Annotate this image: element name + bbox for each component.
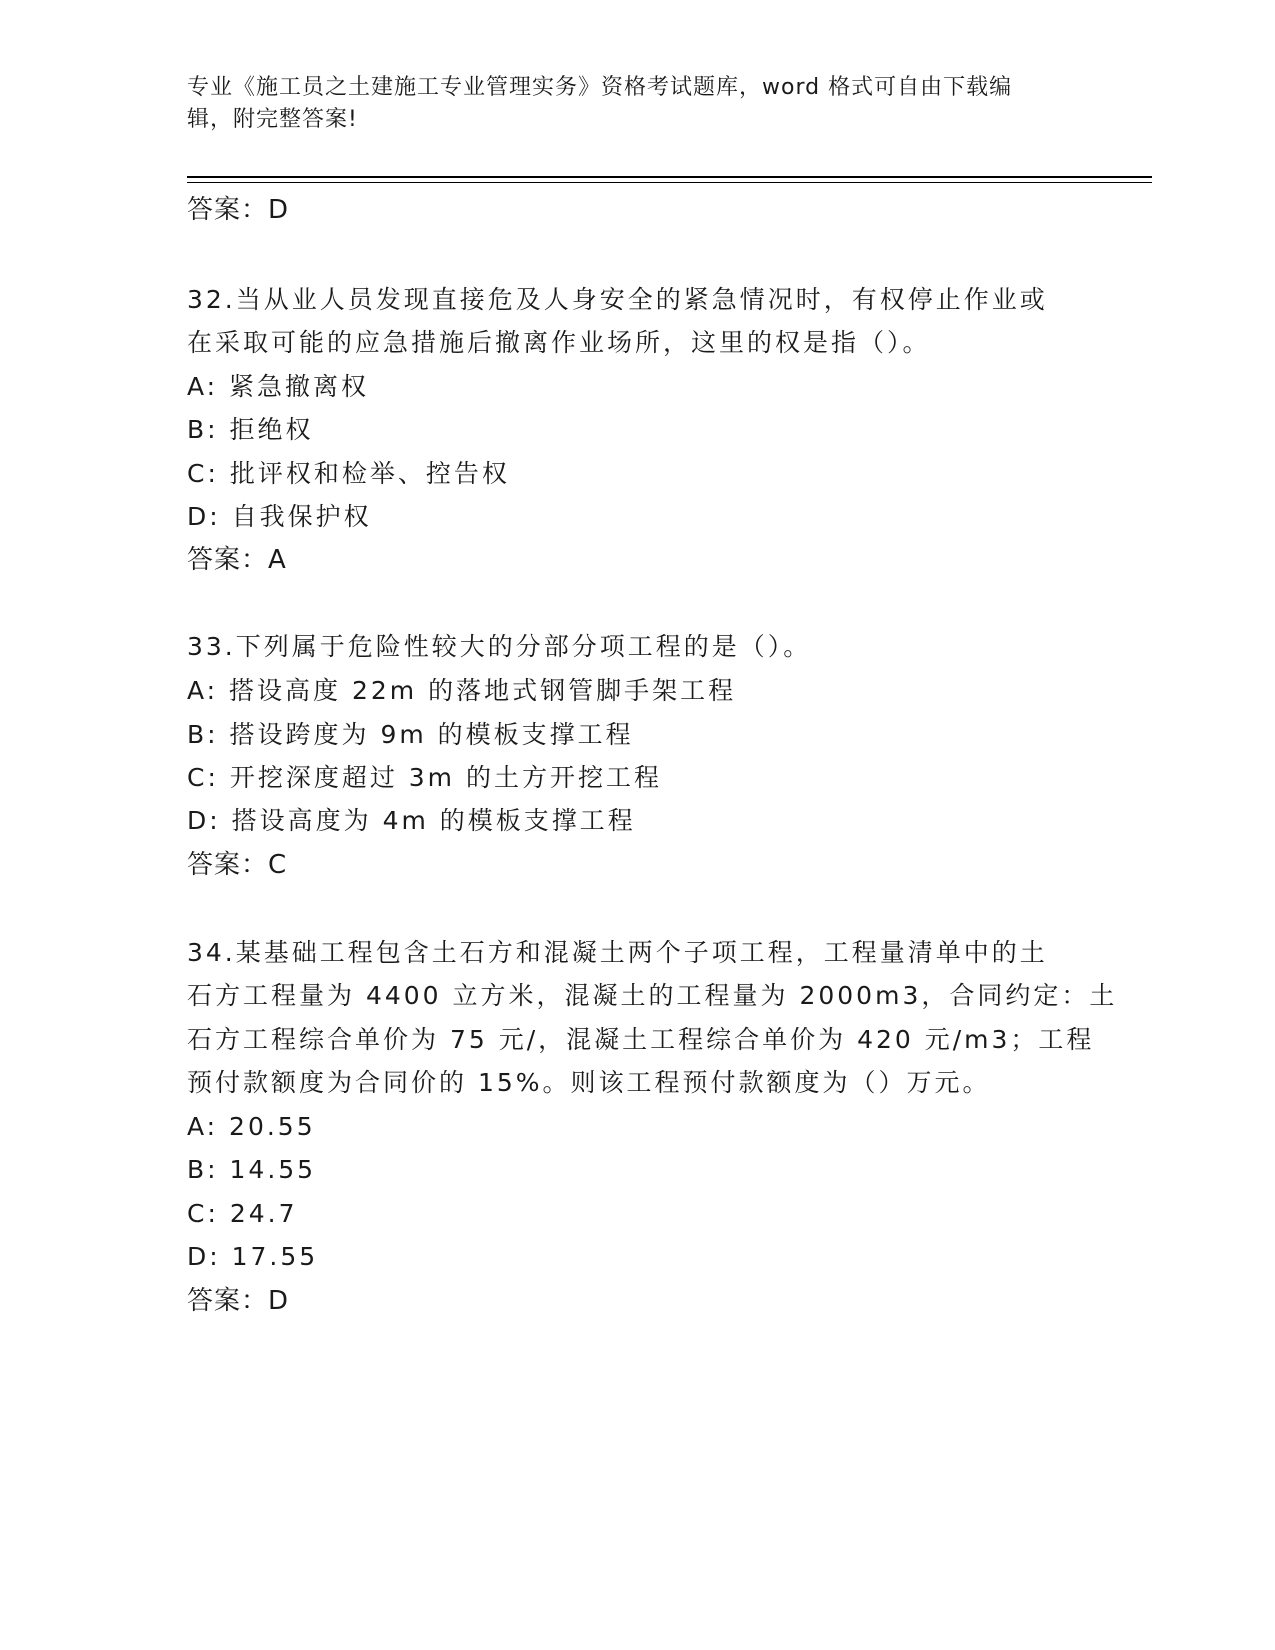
question-33-option-d: D: 搭设高度为 4m 的模板支撑工程 [187,806,636,835]
question-33-text-1: 下列属于危险性较大的分部分项工程的是（）。 [235,632,812,661]
question-32-option-d: D: 自我保护权 [187,502,372,531]
question-34-option-d: D: 17.55 [187,1242,319,1271]
answer-32: 答案：A [187,545,287,575]
header-divider-thin [187,182,1152,183]
answer-31: 答案：D [187,195,290,225]
question-32-text-2: 在采取可能的应急措施后撤离作业场所，这里的权是指（）。 [187,328,931,357]
question-34-line-1 [187,938,1048,968]
question-34-option-b: B: 14.55 [187,1155,317,1184]
question-34-option-c: C: 24.7 [187,1199,298,1228]
answer-34: 答案：D [187,1286,290,1316]
question-32-number: 32. [187,285,236,314]
document-header [187,72,1067,136]
header-line-1: 专业《施工员之土建施工专业管理实务》资格考试题库，word 格式可自由下载编 [187,75,1013,100]
question-34-number: 34. [187,938,236,967]
question-34-text-2: 石方工程量为 4400 立方米，混凝土的工程量为 2000m3，合同约定：土 [187,981,1118,1010]
question-32-text-1: 当从业人员发现直接危及人身安全的紧急情况时，有权停止作业或 [235,285,1048,314]
question-32-option-c: C: 批评权和检举、控告权 [187,459,510,488]
question-33-line-1 [187,632,811,662]
question-32-option-a: A: 紧急撤离权 [187,372,370,401]
question-34-text-1: 某基础工程包含土石方和混凝土两个子项工程，工程量清单中的土 [235,938,1048,967]
question-33-option-b: B: 搭设跨度为 9m 的模板支撑工程 [187,720,634,749]
question-34-text-3: 石方工程综合单价为 75 元/，混凝土工程综合单价为 420 元/m3；工程 [187,1025,1095,1054]
question-33-option-c: C: 开挖深度超过 3m 的土方开挖工程 [187,763,662,792]
question-33-option-a: A: 搭设高度 22m 的落地式钢管脚手架工程 [187,676,737,705]
question-32-line-1 [187,285,1048,315]
header-line-2: 辑，附完整答案! [187,107,358,132]
question-32-option-b: B: 拒绝权 [187,415,314,444]
header-divider-thick [187,176,1152,178]
question-34-option-a: A: 20.55 [187,1112,316,1141]
answer-33: 答案：C [187,850,288,880]
question-33-number: 33. [187,632,236,661]
question-34-text-4: 预付款额度为合同价的 15%。则该工程预付款额度为（）万元。 [187,1068,991,1097]
